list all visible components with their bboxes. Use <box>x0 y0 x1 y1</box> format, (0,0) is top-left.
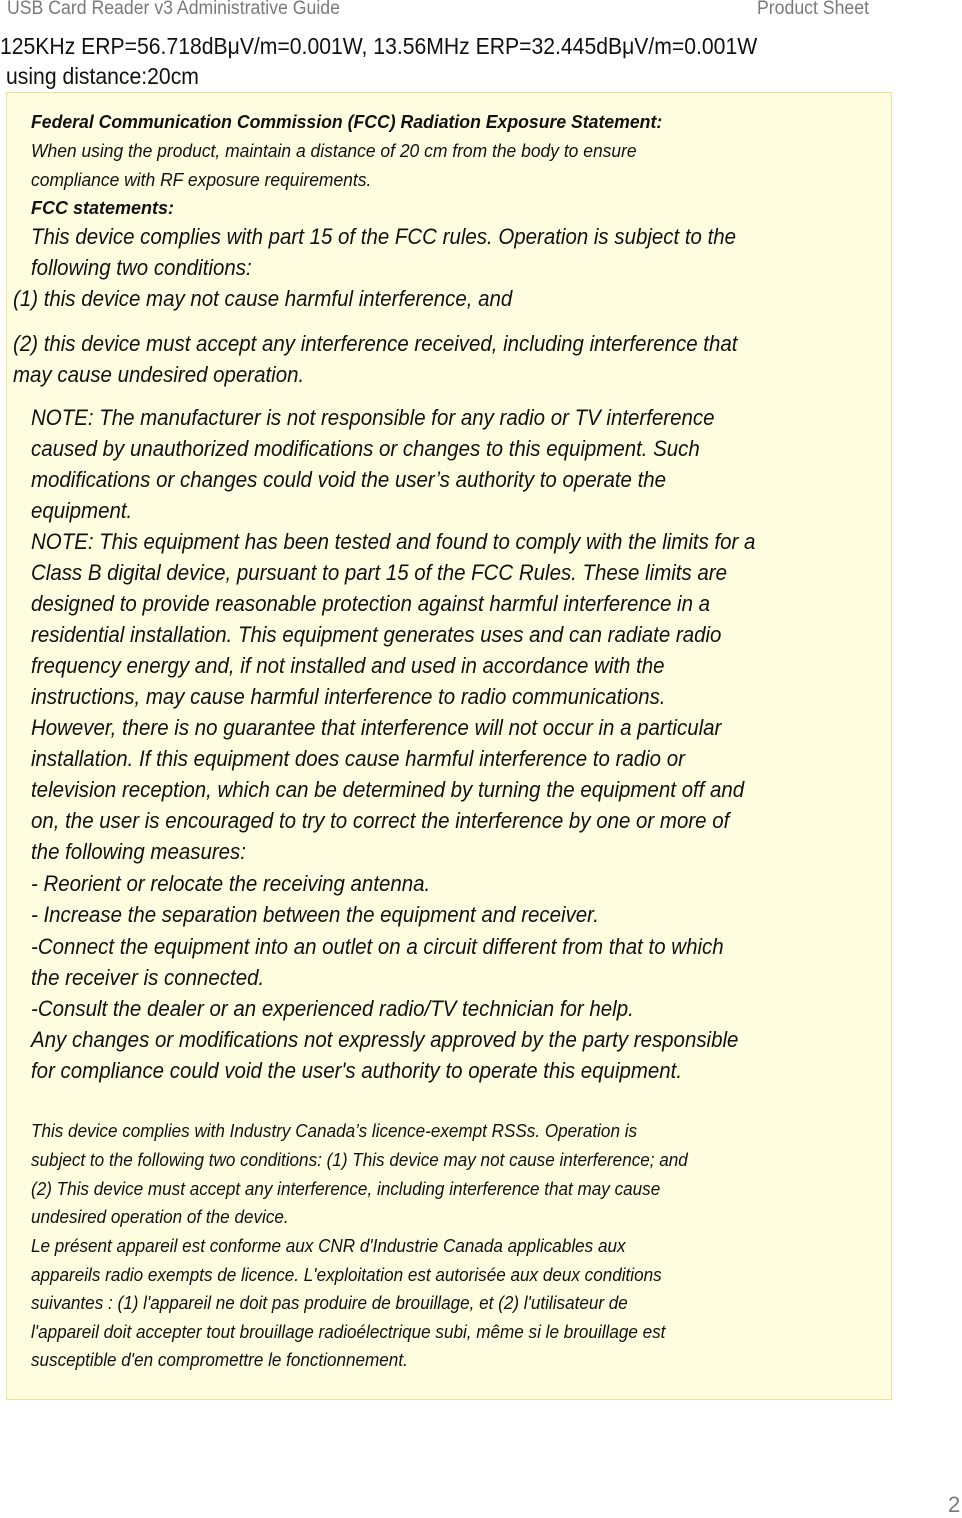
condition-2-line: may cause undesired operation. <box>13 362 305 387</box>
ic-fr-line: suivantes : (1) l'appareil ne doit pas produire de brouillage, et (2) l'utilisateur de <box>31 1293 628 1313</box>
ic-fr-line: susceptible d'en compromettre le fonctionnement. <box>31 1350 408 1370</box>
changes-line: for compliance could void the user's authority to operate this equipment. <box>31 1058 683 1083</box>
regulatory-notice-box <box>6 92 892 1400</box>
condition-2-line: (2) this device must accept any interference received, including interference that <box>13 331 738 356</box>
note2-line: instructions, may cause harmful interference to radio communications. <box>31 684 666 709</box>
note2-line: NOTE: This equipment has been tested and found to comply with the limits for a <box>31 529 756 554</box>
ic-fr-line: appareils radio exempts de licence. L'exploitation est autorisée aux deux conditions <box>31 1265 662 1285</box>
measure-item: -Connect the equipment into an outlet on a circuit different from that to which <box>31 934 724 959</box>
note1-line: equipment. <box>31 498 133 523</box>
note2-line: designed to provide reasonable protection against harmful interference in a <box>31 591 711 616</box>
ic-en-line: (2) This device must accept any interference, including interference that may cause <box>31 1179 661 1199</box>
note1-line: modifications or changes could void the user’s authority to operate the <box>31 467 667 492</box>
ic-fr-line: l'appareil doit accepter tout brouillage radioélectrique subi, même si le brouillage est <box>31 1322 666 1342</box>
note2-line: Class B digital device, pursuant to part 15 of the FCC Rules. These limits are <box>31 560 727 585</box>
note1-line: NOTE: The manufacturer is not responsible for any radio or TV interference <box>31 405 715 430</box>
erp-distance: using distance:20cm <box>6 63 199 89</box>
ic-fr-line: Le présent appareil est conforme aux CNR d'Industrie Canada applicables aux <box>31 1236 626 1256</box>
changes-line: Any changes or modifications not expressly approved by the party responsible <box>31 1027 739 1052</box>
fcc-statements-heading: FCC statements: <box>31 198 175 218</box>
note2-line: frequency energy and, if not installed and used in accordance with the <box>31 653 665 678</box>
measure-item: -Consult the dealer or an experienced radio/TV technician for help. <box>31 996 634 1021</box>
fcc-rf-heading: Federal Communication Commission (FCC) Radiation Exposure Statement: <box>31 112 663 132</box>
page-number: 2 <box>948 1492 961 1517</box>
ic-en-line: subject to the following two conditions: (1) This device may not cause interference; and <box>31 1150 688 1170</box>
ic-en-line: This device complies with Industry Canada’s licence-exempt RSSs. Operation is <box>31 1121 638 1141</box>
note2-line: the following measures: <box>31 839 246 864</box>
note2-line: residential installation. This equipment generates uses and can radiate radio <box>31 622 722 647</box>
fcc-rf-text-line: compliance with RF exposure requirements. <box>31 170 372 190</box>
fcc-rf-text-line: When using the product, maintain a distance of 20 cm from the body to ensure <box>31 141 637 161</box>
part15-text-line: following two conditions: <box>31 255 252 280</box>
ic-en-line: undesired operation of the device. <box>31 1207 289 1227</box>
document-title: USB Card Reader v3 Administrative Guide <box>7 0 340 19</box>
condition-1: (1) this device may not cause harmful interference, and <box>13 286 513 311</box>
note2-line: on, the user is encouraged to try to correct the interference by one or more of <box>31 808 730 833</box>
note2-line: However, there is no guarantee that interference will not occur in a particular <box>31 715 722 740</box>
note1-line: caused by unauthorized modifications or changes to this equipment. Such <box>31 436 700 461</box>
measure-item: - Increase the separation between the equipment and receiver. <box>31 902 599 927</box>
note2-line: installation. If this equipment does cause harmful interference to radio or <box>31 746 685 771</box>
erp-values: 125KHz ERP=56.718dBμV/m=0.001W, 13.56MHz ERP=32.445dBμV/m=0.001W <box>0 33 758 59</box>
measure-item: - Reorient or relocate the receiving antenna. <box>31 871 431 896</box>
measure-item: the receiver is connected. <box>31 965 265 990</box>
section-label: Product Sheet <box>757 0 869 19</box>
part15-text-line: This device complies with part 15 of the FCC rules. Operation is subject to the <box>31 224 737 249</box>
note2-line: television reception, which can be determined by turning the equipment off and <box>31 777 745 802</box>
